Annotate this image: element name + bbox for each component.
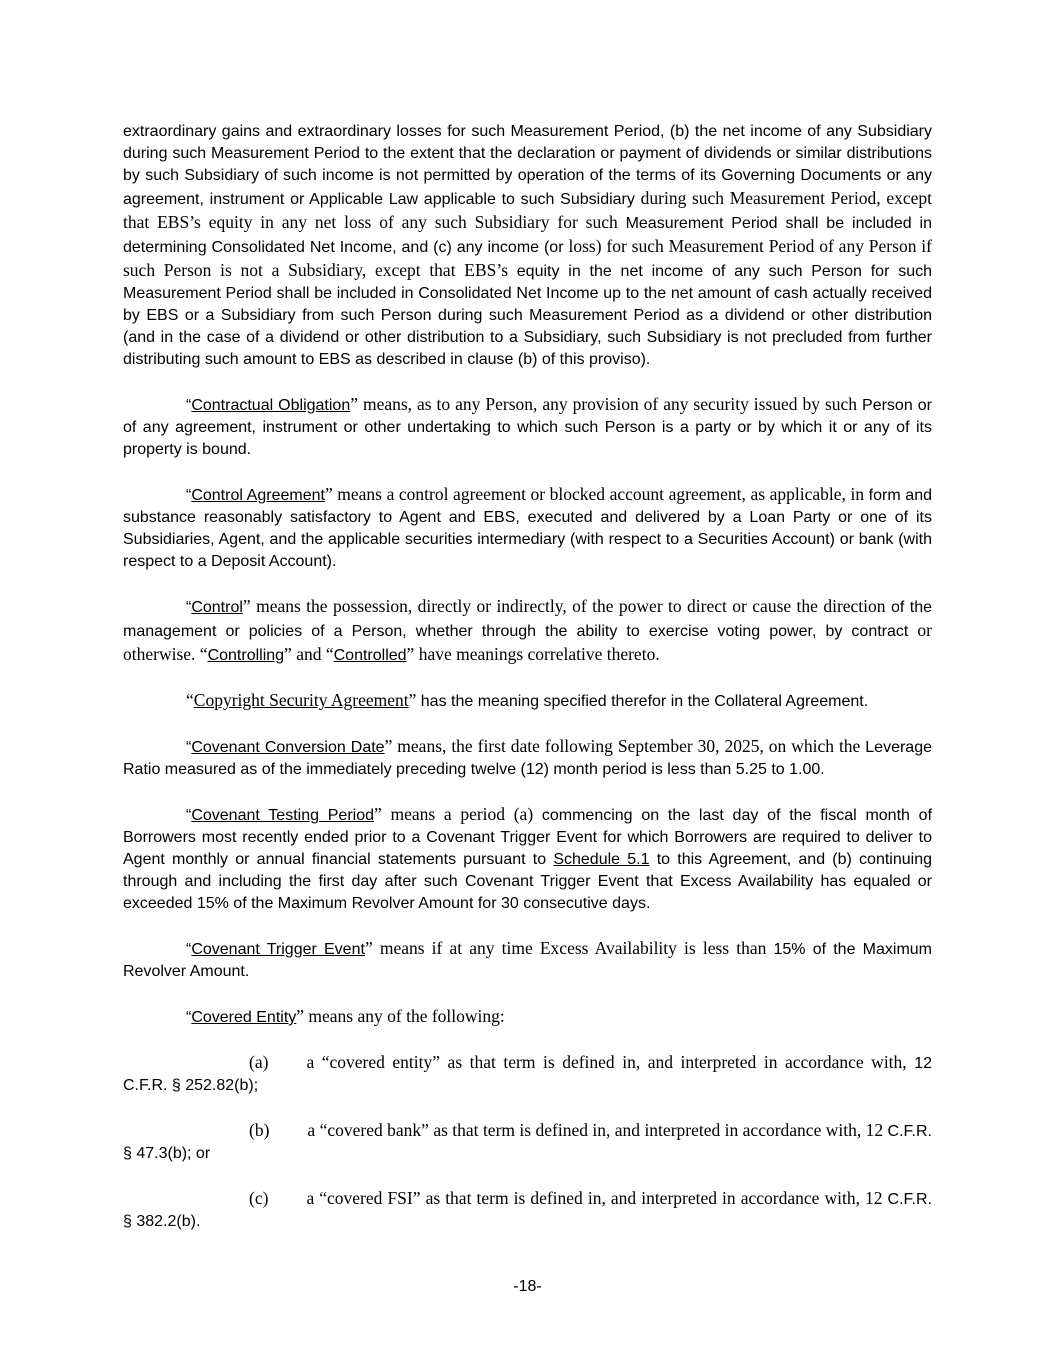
text-segment: a “covered entity” as that term is defined in, and interpreted in accordance with,: [306, 1052, 915, 1072]
page-number: -18-: [513, 1278, 542, 1295]
text-segment: Person or of any agreement, instrument or other undertaking to which such Person is a party or by which it or any of its property is bound.: [123, 397, 932, 458]
text-segment: of the management or policies of a Person, whether through the ability to exercise voting power, by contract: [123, 599, 932, 640]
definition-covenant-testing-period: [123, 803, 932, 915]
text-segment: ” means, as to any Person, any provision of any security issued by such: [350, 394, 863, 414]
definition-control: [123, 595, 932, 667]
text-segment: extraordinary gains and extraordinary losses for such Measurement Period, (b) the net income of any Subsidiary during such Measurement Period to the extent that the declaration or payment of dividends or similar distributions by such Subsidiary of such income is not permitted by operation of the terms of its Governing Documents or any agreement, instrument or Applicable Law applicable to such Subsidiary: [123, 123, 932, 208]
text-segment: “: [186, 807, 192, 824]
covered-entity-item-b: [123, 1119, 932, 1165]
text-segment: during such Measurement Period, except that EBS’s equity in any net loss of any such Subsidiary for such: [123, 188, 932, 232]
text-segment: ” have meanings correlative thereto.: [406, 644, 660, 664]
text-segment: to this Agreement, and (b) continuing through and including the first day after such Covenant Trigger Event that Excess Availability has equaled or exceeded 15% of the Maximum Revolver Amount for 30 consecutive days.: [123, 851, 933, 912]
text-segment: ” means, the first date following September 30, 2025, on which the: [384, 736, 866, 756]
defined-term: Controlled: [333, 647, 407, 664]
text-segment: 15% of the Maximum Revolver Amount.: [123, 941, 933, 980]
text-segment: commencing on the last day of the fiscal month of Borrowers most recently ended prior to a Covenant Trigger Event for which Borrowers are required to deliver to Agent monthly or annual financial statements pursuant to: [123, 807, 933, 868]
definition-contractual-obligation: [123, 393, 932, 461]
text-segment: Measurement Period shall be included in determining Consolidated Net Income, and (c) any income (or: [123, 215, 932, 256]
defined-term: Covenant Conversion Date: [191, 739, 385, 756]
definition-covered-entity: [123, 1005, 932, 1029]
defined-term: Control Agreement: [191, 487, 325, 504]
defined-term: Covered Entity: [191, 1009, 297, 1026]
text-segment: C.F.R. § 382.2(b).: [123, 1191, 932, 1230]
definition-covenant-conversion-date: [123, 735, 932, 781]
text-segment: a “covered bank” as that term is defined in, and interpreted in accordance with, 12: [307, 1120, 888, 1140]
definition-copyright-security-agreement: [123, 689, 932, 713]
text-segment: ” and “: [284, 644, 334, 664]
defined-term: Controlling: [207, 647, 285, 664]
covered-entity-item-c: [123, 1187, 932, 1233]
text-segment: “: [186, 739, 192, 756]
text-segment: ” means if at any time Excess Availability is less than: [364, 938, 774, 958]
text-segment: or otherwise. “: [123, 620, 932, 664]
text-segment: ” means the possession, directly or indirectly, of the power to direct or cause the direction: [242, 596, 891, 616]
text-segment: “: [186, 487, 192, 504]
text-segment: “: [186, 1009, 192, 1026]
text-segment: (b): [249, 1120, 270, 1140]
text-segment: C.F.R. § 47.3(b); or: [123, 1123, 932, 1162]
text-segment: (c): [249, 1188, 269, 1208]
text-segment: has the meaning specified therefor in the Collateral Agreement.: [420, 693, 869, 710]
defined-term: Copyright Security Agreement: [193, 690, 409, 710]
text-segment: ” means a period (a): [374, 804, 542, 824]
text-segment: “: [186, 599, 192, 616]
definition-covenant-trigger-event: [123, 937, 932, 983]
definition-control-agreement: [123, 483, 932, 573]
text-segment: “: [186, 397, 192, 414]
defined-term: Covenant Testing Period: [191, 807, 375, 824]
text-segment: a “covered FSI” as that term is defined in, and interpreted in accordance with, 12: [306, 1188, 888, 1208]
defined-term: Contractual Obligation: [191, 397, 351, 414]
paragraph-consolidated-net-income-continuation: [123, 121, 932, 371]
text-segment: Leverage Ratio measured as of the immediately preceding twelve (12) month period is less than 5.25 to 1.00.: [123, 739, 932, 778]
defined-term: Covenant Trigger Event: [191, 941, 365, 958]
text-segment: equity in the net income of any such Person for such Measurement Period shall be included in Consolidated Net Income up to the net amount of cash actually received by EBS or a Subsidiary from such Person during such Measurement Period as a dividend or other distribution (and in the case of a dividend or other distribution to a Subsidiary, such Subsidiary is not precluded from further distributing such amount to EBS as described in clause (b) of this proviso).: [123, 263, 933, 368]
text-segment: ” means a control agreement or blocked account agreement, as applicable, in: [324, 484, 869, 504]
document-content: [123, 121, 932, 1233]
defined-term: Schedule 5.1: [553, 851, 650, 868]
text-segment: form and substance reasonably satisfactory to Agent and EBS, executed and delivered by a Loan Party or one of its Subsidiaries, Agent, and the applicable securities intermediary (with respect to a Securities Account) or bank (with respect to a Deposit Account).: [123, 487, 932, 570]
text-segment: ”: [408, 690, 421, 710]
text-segment: 12 C.F.R. § 252.82(b);: [123, 1055, 932, 1094]
text-segment: loss) for such Measurement Period of any Person if such Person is not a Subsidiary, except that EBS’s: [123, 236, 932, 280]
text-segment: “: [186, 690, 194, 710]
covered-entity-item-a: [123, 1051, 932, 1097]
defined-term: Control: [191, 599, 243, 616]
text-segment: “: [186, 941, 192, 958]
text-segment: (a): [249, 1052, 269, 1072]
text-segment: ” means any of the following:: [296, 1006, 505, 1026]
